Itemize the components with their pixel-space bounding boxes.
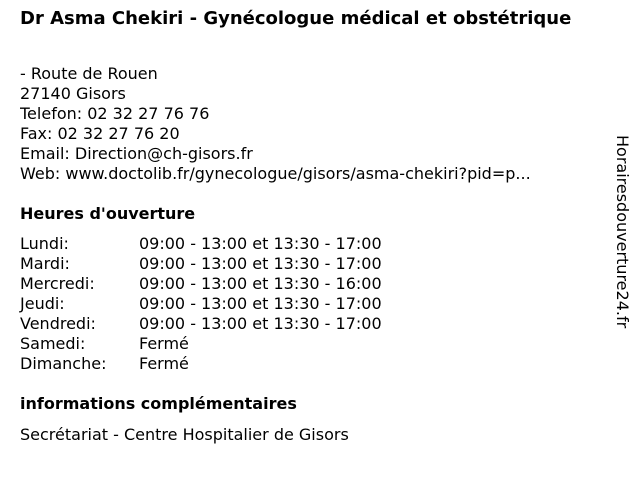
time-range: 09:00 - 13:00 et 13:30 - 17:00 xyxy=(139,314,382,333)
opening-hours-table xyxy=(20,234,382,374)
city-postal-code: 27140 Gisors xyxy=(20,84,126,103)
email-address: Email: Direction@ch-gisors.fr xyxy=(20,144,253,163)
hours-row-thursday xyxy=(20,294,382,314)
street-address: - Route de Rouen xyxy=(20,64,158,83)
day-label: Samedi: xyxy=(20,334,86,353)
phone-number: Telefon: 02 32 27 76 76 xyxy=(20,104,210,123)
time-range: 09:00 - 13:00 et 13:30 - 17:00 xyxy=(139,254,382,273)
day-label: Lundi: xyxy=(20,234,69,253)
opening-hours-heading: Heures d'ouverture xyxy=(20,204,196,223)
website-link[interactable]: Web: www.doctolib.fr/gynecologue/gisors/asma-chekiri?pid=p... xyxy=(20,164,531,183)
day-label: Mercredi: xyxy=(20,274,95,293)
time-range: Fermé xyxy=(139,354,189,373)
day-label: Mardi: xyxy=(20,254,70,273)
page-title: Dr Asma Chekiri - Gynécologue médical et obstétrique xyxy=(20,8,572,29)
day-label: Vendredi: xyxy=(20,314,96,333)
hours-row-friday xyxy=(20,314,382,334)
hours-row-tuesday xyxy=(20,254,382,274)
hours-row-saturday xyxy=(20,334,382,354)
day-label: Jeudi: xyxy=(20,294,65,313)
time-range: 09:00 - 13:00 et 13:30 - 16:00 xyxy=(139,274,382,293)
fax-number: Fax: 02 32 27 76 20 xyxy=(20,124,180,143)
hours-row-monday xyxy=(20,234,382,254)
hours-row-wednesday xyxy=(20,274,382,294)
contact-block xyxy=(20,64,600,184)
day-label: Dimanche: xyxy=(20,354,107,373)
time-range: 09:00 - 13:00 et 13:30 - 17:00 xyxy=(139,234,382,253)
time-range: 09:00 - 13:00 et 13:30 - 17:00 xyxy=(139,294,382,313)
additional-info-text: Secrétariat - Centre Hospitalier de Gisors xyxy=(20,425,349,444)
site-watermark: Horairesdouverture24.fr xyxy=(613,135,632,329)
additional-info-heading: informations complémentaires xyxy=(20,394,297,413)
hours-row-sunday xyxy=(20,354,382,374)
time-range: Fermé xyxy=(139,334,189,353)
